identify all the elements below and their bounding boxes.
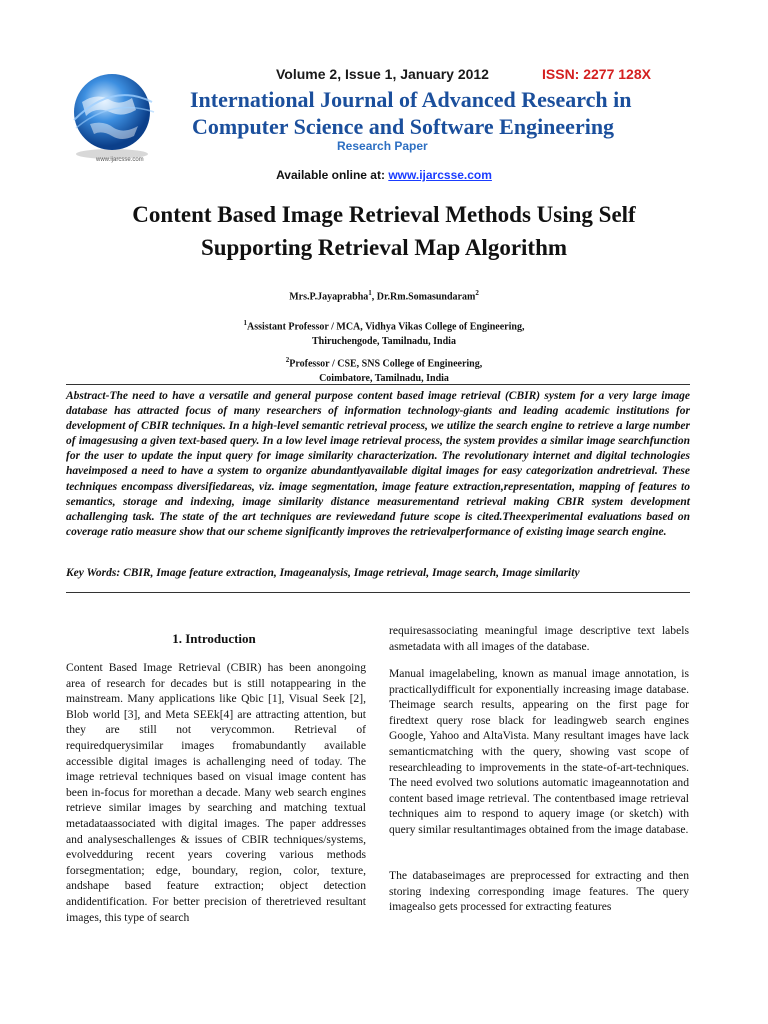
intro-left-column: Content Based Image Retrieval (CBIR) has been anongoing area of research for decades but is still notappearing in the mainstream. Many applications like Qbic [1], Visual Seek [2], Blob world [3], and Meta SEEk[4] are attracting attention, but they are still not verycommon. Retrieval of requiredquerysimilar images fromabundantly available accessible digital images is achallenging need of today. The image retrieval techniques based on visual image content has been in-focus for morethan a decade. Many web search engines retrieve similar images by searching and matching textual metadataassociated with digital images. The paper addresses and analyseschallenges & issues of CBIR techniques/systems, evolvedduring recent years covering various methods forsegmentation; edge, boundary, region, color, texture, andshape based feature extraction; object detection andidentification. For better precision of theretrieved resultant images, this type of search [66,661,366,924]
author-separator: , [371,291,377,303]
affiliation-2 [0,353,768,386]
section-title: 1. Introduction [172,631,256,646]
journal-link[interactable]: www.ijarcsse.com [388,168,492,182]
affiliation-2-line1: Professor / CSE, SNS College of Engineering, [289,358,483,370]
available-online [0,168,768,182]
affiliation-1-line2: Thiruchengode, Tamilnadu, India [312,336,456,348]
affiliation-2-sup: 2 [285,356,290,364]
logo-url-text: www.ijarcsse.com [96,157,144,163]
keywords: Key Words: CBIR, Image feature extraction, Imageanalysis, Image retrieval, Image search, Image similarity [66,567,580,579]
affiliation-1-line1: Assistant Professor / MCA, Vidhya Vikas College of Engineering, [247,321,525,333]
abstract: Abstract-The need to have a versatile and general purpose content based image retrieval (CBIR) system for a very large image database has attracted focus of many researchers of information technology-giants and leading academic institutions for development of CBIR techniques. In a high-level semantic retrieval process, we utilize the search engine to retrieve a large number of imagesusing a given text-based query. In a low level image retrieval process, the system provides a similar image searchfunction for the user to update the input query for image similarity characterization. The revolutionary internet and digital technologies haveimposed a need to have a system to organize abundantlyavailable digital images for easy categorization andretrieval. These techniques encompass diversifiedareas, viz. image segmentation, image feature extraction,representation, mapping of features to semantics, storage and indexing, image similarity distance measurementand retrieval making CBIR system development achallenging task. The state of the art techniques are reviewedand future scope is cited.Theexperimental evaluations based on coverage ratio measure show that our scheme significantly improves the retrievalperformance of existing image search engine. [66,390,690,538]
available-prefix: Available online at: [276,168,389,182]
paper-type: Research Paper [337,139,428,153]
volume-info: Volume 2, Issue 1, January 2012 [276,66,489,82]
author-1: Mrs.P.Jayaprabha [289,291,369,303]
paper-title [64,198,704,264]
divider-top [66,384,690,385]
paper-title-line1: Content Based Image Retrieval Methods Using Self [132,202,636,227]
journal-title-line1: International Journal of Advanced Research in [190,87,632,112]
globe-logo-icon [62,62,162,172]
paper-title-line2: Supporting Retrieval Map Algorithm [200,235,568,260]
intro-right-paragraph-2: Manual imagelabeling, known as manual image annotation, is practicallydifficult for exponentially increasing image database. Theimage search results, appearing on the first page for firedtext query rose black for leadingweb search engines Google, Yahoo and AltaVista. Many resultant images have lack semanticmatching with the query, showing vast scope of researchleading to improvements in the state-of-art-techniques. The need evolved two solutions automatic imageannotation and content based image retrieval. The contentbased image retrieval techniques aim to respond to aquery image (or sketch) with query similar resultantimages obtained from the image database. [389,667,689,836]
author-2: Dr.Rm.Somasundaram [376,291,476,303]
author-1-sup: 1 [368,289,372,297]
divider-bottom [66,592,690,593]
issn: ISSN: 2277 128X [542,66,651,82]
affiliation-1-sup: 1 [243,319,248,327]
affiliation-1 [0,316,768,349]
intro-right-paragraph-3: The databaseimages are preprocessed for extracting and then storing indexing corresponding image features. The query imagealso gets processed for extracting features [389,869,689,914]
affiliation-2-line2: Coimbatore, Tamilnadu, India [319,373,449,385]
intro-right-paragraph-1: requiresassociating meaningful image descriptive text labels asmetadata with all images of the database. [389,624,689,653]
authors [0,289,768,302]
author-2-sup: 2 [475,289,479,297]
journal-title [190,86,710,140]
journal-title-line2: Computer Science and Software Engineering [192,114,615,139]
